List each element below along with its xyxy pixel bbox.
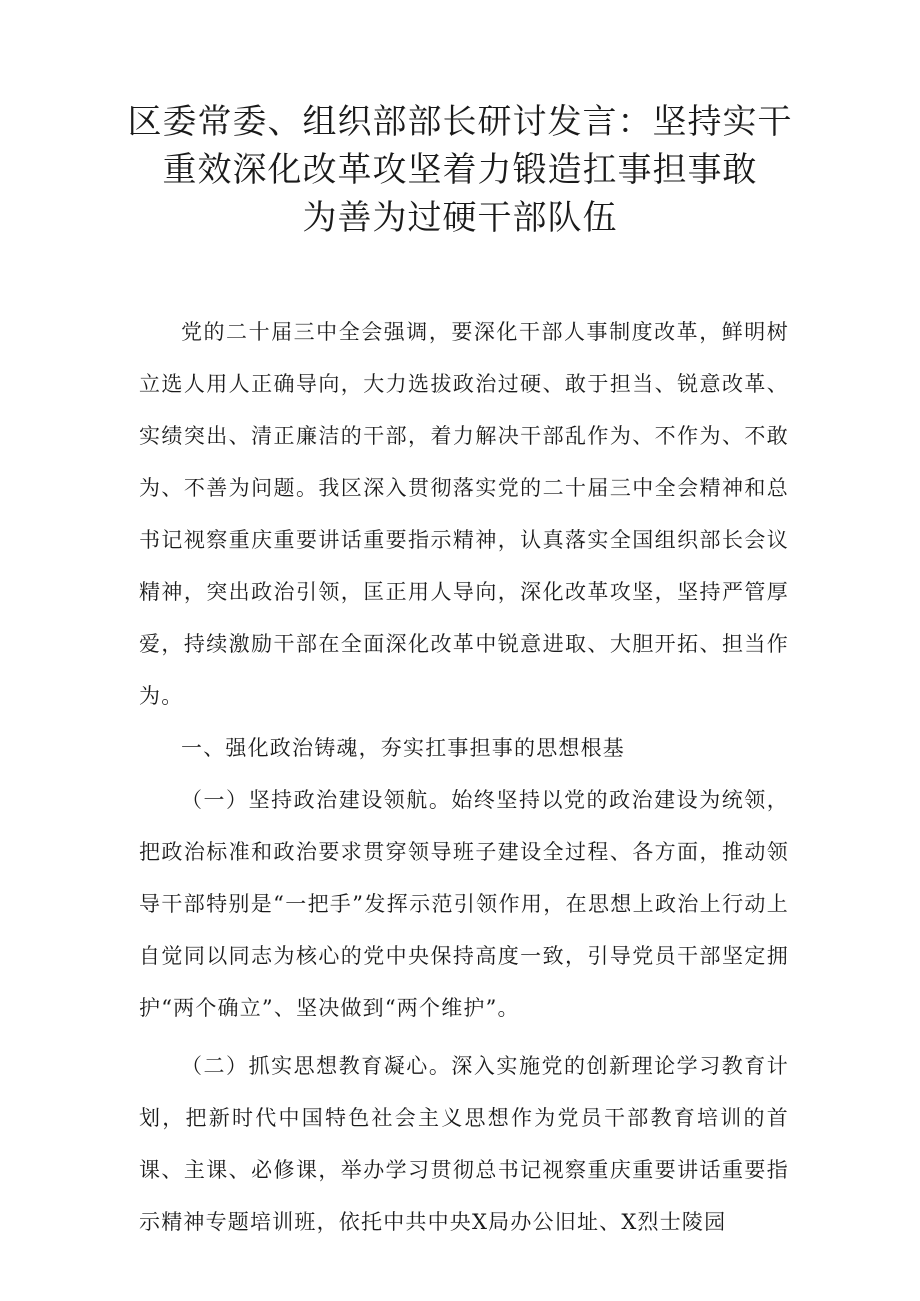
title-line-3: 为善为过硬干部队伍 [302, 198, 618, 238]
section-heading-1: 一、强化政治铸魂，夯实扛事担事的思想根基 [181, 736, 625, 760]
title-line-1: 区委常委、组织部部长研讨发言：坚持实干 [127, 102, 793, 142]
intro-paragraph: 党的二十届三中全会强调，要深化干部人事制度改革，鲜明树立选人用人正确导向，大力选拔政治过硬、敢于担当、锐意改革、实绩突出、清正廉洁的干部，着力解决干部乱作为、不作为、不敢为、不善为问题。我区深入贯彻落实党的二十届三中全会精神和总书记视察重庆重要讲话重要指示精神，认真落实全国组织部长会议精神，突出政治引领，匡正用人导向，深化改革攻坚，坚持严管厚爱，持续激励干部在全面深化改革中锐意进取、大胆开拓、担当作为。 [139, 320, 789, 708]
subsection-paragraph-2: （二）抓实思想教育凝心。深入实施党的创新理论学习教育计划，把新时代中国特色社会主义思想作为党员干部教育培训的首课、主课、必修课，举办学习贯彻总书记视察重庆重要讲话重要指示精神专题培训班，依托中共中央X局办公旧址、X烈士陵园 [139, 1054, 789, 1234]
document-body [139, 306, 789, 1248]
title-line-2: 重效深化改革攻坚着力锻造扛事担事敢 [162, 150, 758, 190]
document-title [100, 98, 820, 242]
subsection-paragraph-1: （一）坚持政治建设领航。始终坚持以党的政治建设为统领，把政治标准和政治要求贯穿领导班子建设全过程、各方面，推动领导干部特别是“一把手”发挥示范引领作用，在思想上政治上行动上自觉同以同志为核心的党中央保持高度一致，引导党员干部坚定拥护“两个确立”、坚决做到“两个维护”。 [139, 788, 789, 1020]
